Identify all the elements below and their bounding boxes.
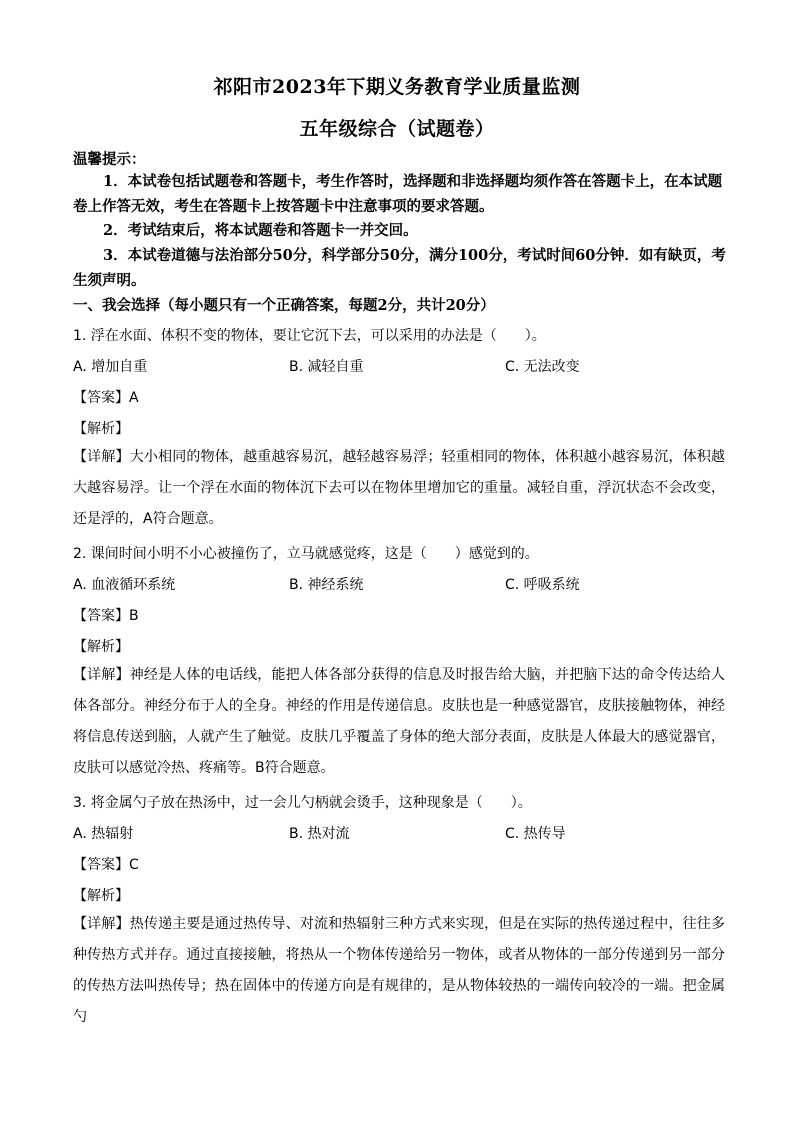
question-3-option-c: C. 热传导 bbox=[505, 826, 566, 842]
question-2-stem: 2. 课间时间小明不小心被撞伤了，立马就感觉疼，这是（ ）感觉到的。 bbox=[73, 546, 539, 562]
question-2-option-b: B. 神经系统 bbox=[289, 577, 364, 593]
question-1-detail: 【详解】大小相同的物体，越重越容易沉，越轻越容易浮；轻重相同的物体，体积越小越容易沉，体积越大越容易浮。让一个浮在水面的物体沉下去可以在物体里增加它的重量。减轻自重，浮沉状态不会改变，还是浮的，A符合题意。 bbox=[73, 449, 725, 527]
question-1-analysis: 【解析】 bbox=[73, 421, 129, 437]
question-3-option-a: A. 热辐射 bbox=[73, 826, 134, 842]
exam-title: 祁阳市2023年下期义务教育学业质量监测 bbox=[213, 76, 581, 98]
question-3-analysis: 【解析】 bbox=[73, 888, 129, 904]
exam-subtitle: 五年级综合（试题卷） bbox=[299, 118, 495, 140]
tips-label: 温馨提示： bbox=[73, 151, 146, 168]
question-2-answer: 【答案】B bbox=[73, 608, 139, 624]
question-2-analysis: 【解析】 bbox=[73, 639, 129, 655]
question-3-answer: 【答案】C bbox=[73, 857, 139, 873]
tip-item-3: 3．本试卷道德与法治部分50分，科学部分50分，满分100分，考试时间60分钟．如有缺页，考生须声明。 bbox=[73, 247, 726, 289]
question-1-option-b: B. 减轻自重 bbox=[289, 359, 364, 375]
question-1-option-c: C. 无法改变 bbox=[505, 359, 580, 375]
section-heading: 一、我会选择（每小题只有一个正确答案，每题2分，共计20分） bbox=[73, 297, 495, 314]
question-2-detail: 【详解】神经是人体的电话线，能把人体各部分获得的信息及时报告给大脑，并把脑下达的命令传达给人体各部分。神经分布于人的全身。神经的作用是传递信息。皮肤也是一种感觉器官，皮肤接触物体，神经将信息传送到脑，人就产生了触觉。皮肤几乎覆盖了身体的绝大部分表面，皮肤是人体最大的感觉器官，皮肤可以感觉冷热、疼痛等。B符合题意。 bbox=[73, 667, 725, 776]
tip-item-2: 2．考试结束后，将本试题卷和答题卡一并交回。 bbox=[103, 222, 418, 239]
question-3-detail: 【详解】热传递主要是通过热传导、对流和热辐射三种方式来实现，但是在实际的热传递过程中，往往多种传热方式并存。通过直接接触，将热从一个物体传递给另一物体，或者从物体的一部分传递到另一部分的传热方法叫热传导；热在固体中的传递方向是有规律的，是从物体较热的一端传向较冷的一端。把金属勺 bbox=[73, 916, 725, 1025]
question-1-answer: 【答案】A bbox=[73, 390, 139, 406]
question-2-option-a: A. 血液循环系统 bbox=[73, 577, 176, 593]
question-1-stem: 1. 浮在水面、体积不变的物体，要让它沉下去，可以采用的办法是（ ）。 bbox=[73, 328, 546, 344]
question-3-stem: 3. 将金属勺子放在热汤中，过一会儿勺柄就会烫手，这种现象是（ ）。 bbox=[73, 795, 532, 811]
question-2-option-c: C. 呼吸系统 bbox=[505, 577, 580, 593]
question-1-option-a: A. 增加自重 bbox=[73, 359, 148, 375]
question-3-option-b: B. 热对流 bbox=[289, 826, 350, 842]
tip-item-1: 1．本试卷包括试题卷和答题卡，考生作答时，选择题和非选择题均须作答在答题卡上，在本试题卷上作答无效，考生在答题卡上按答题卡中注意事项的要求答题。 bbox=[73, 173, 723, 215]
